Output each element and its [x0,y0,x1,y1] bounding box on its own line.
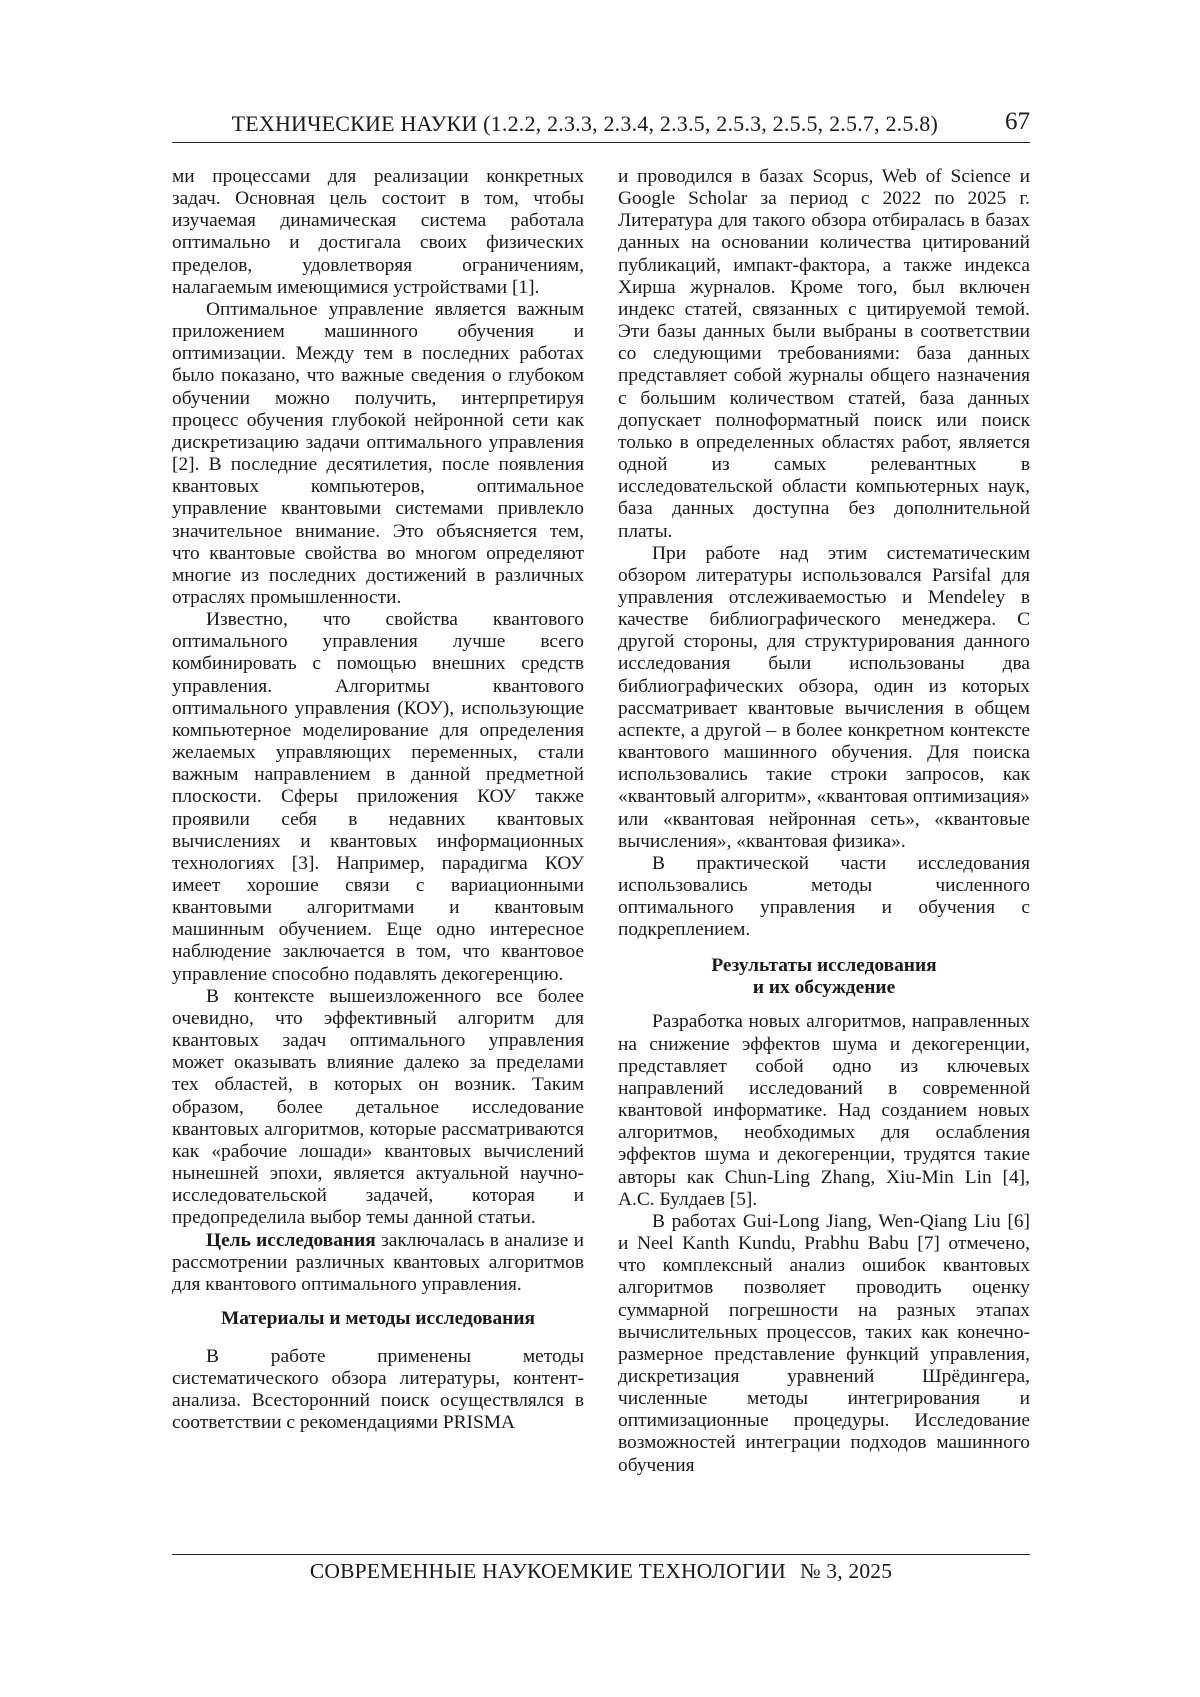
page-number: 67 [1005,108,1030,135]
paragraph: В работах Gui-Long Jiang, Wen-Qiang Liu [6] и Neel Kanth Kundu, Prabhu Babu [7] отмечено, что комплексный анализ ошибок квантовых алгоритмов позволяет проводить оценку суммарной погрешности на разных этапах вычислительных процессов, таких как конечно-размерное представление функций управления, дискретизация уравнений Шрёдингера, численные методы интегрирования и оптимизационные процедуры. Исследование возможностей интеграции подходов машинного обучения [618,1210,1030,1476]
paragraph: и проводился в базах Scopus, Web of Science и Google Scholar за период с 2022 по 2025 г. Литература для такого обзора отбиралась в базах данных на основании количества цитирований публикаций, импакт-фактора, а также индекса Хирша журналов. Кроме того, был включен индекс статей, связанных с цитируемой темой. Эти базы данных были выбраны в соответствии со следующими требованиями: база данных представляет собой журналы общего назначения с большим количеством статей, база данных допускает полноформатный поиск или поиск только в определенных областях работ, является одной из самых релевантных в исследовательской области компьютерных наук, база данных доступна без дополнительной платы. [618,166,1030,542]
section-title: ТЕХНИЧЕСКИЕ НАУКИ (1.2.2, 2.3.3, 2.3.4, 2.3.5, 2.5.3, 2.5.5, 2.5.7, 2.5.8) [231,111,938,136]
goal-paragraph [172,1230,584,1296]
goal-text: заключалась в анализе и рассмотрении различных квантовых алгоритмов для квантового оптимального управления. [172,1229,584,1295]
running-header [172,108,1030,143]
section-heading-materials: Материалы и методы исследования [221,1307,535,1329]
running-footer [172,1554,1030,1584]
section-heading-results: Результаты исследования и их обсуждение [711,955,937,999]
journal-name: СОВРЕМЕННЫЕ НАУКОЕМКИЕ ТЕХНОЛОГИИ [309,1559,786,1583]
paragraph: ми процессами для реализации конкретных задач. Основная цель состоит в том, чтобы изучаемая динамическая система работала оптимально и достигала своих физических пределов, удовлетворяя ограничениям, налагаемым имеющимися устройствами [1]. [172,166,584,298]
paragraph: В контексте вышеизложенного все более очевидно, что эффективный алгоритм для квантовых задач оптимального управления может оказывать влияние далеко за пределами тех областей, в которых он возник. Таким образом, более детальное исследование квантовых алгоритмов, которые рассматриваются как «рабочие лошади» квантовых вычислений нынешней эпохи, является актуальной научно-исследовательской задачей, которая и предопределила выбор темы данной статьи. [172,985,584,1229]
paragraph: В работе применены методы систематического обзора литературы, контент-анализа. Всесторонний поиск осуществлялся в соответствии с рекомендациями PRISMA [172,1345,584,1434]
paragraph: Известно, что свойства квантового оптимального управления лучше всего комбинировать с помощью внешних средств управления. Алгоритмы квантового оптимального управления (КОУ), использующие компьютерное моделирование для определения желаемых управляющих переменных, стали важным направлением в данной предметной плоскости. Сферы приложения КОУ также проявили себя в недавних квантовых вычислениях и квантовых информационных технологиях [3]. Например, парадигма КОУ имеет хорошие связи с вариационными квантовыми алгоритмами и квантовым машинным обучением. Еще одно интересное наблюдение заключается в том, что квантовое управление способно подавлять декогеренцию. [172,609,584,985]
paragraph: В практической части исследования использовались методы численного оптимального управления и обучения с подкреплением. [618,852,1030,941]
issue-number: № 3, 2025 [799,1559,893,1583]
left-column [172,166,584,1435]
right-column [618,166,1030,1477]
paragraph: При работе над этим систематическим обзором литературы использовался Parsifal для управления отслеживаемостью и Mendeley в качестве библиографического менеджера. С другой стороны, для структурирования данного исследования были использованы два библиографических обзора, один из которых рассматривает квантовые вычисления в общем аспекте, а другой – в более конкретном контексте квантового машинного обучения. Для поиска использовались такие строки запросов, как «квантовый алгоритм», «квантовая оптимизация» или «квантовая нейронная сеть», «квантовые вычисления», «квантовая физика». [618,542,1030,852]
paragraph: Оптимальное управление является важным приложением машинного обучения и оптимизации. Между тем в последних работах было показано, что важные сведения о глубоком обучении можно получить, интерпретируя процесс обучения глубокой нейронной сети как дискретизацию задачи оптимального управления [2]. В последние десятилетия, после появления квантовых компьютеров, оптимальное управление квантовыми системами привлекло значительное внимание. Это объясняется тем, что квантовые свойства во многом определяют многие из последних достижений в различных отраслях промышленности. [172,298,584,608]
paragraph: Разработка новых алгоритмов, направленных на снижение эффектов шума и декогеренции, представляет собой одно из ключевых направлений исследований в современной квантовой информатике. Над созданием новых алгоритмов, необходимых для ослабления эффектов шума и декогеренции, трудятся такие авторы как Chun-Ling Zhang, Xiu-Min Lin [4], А.С. Булдаев [5]. [618,1011,1030,1210]
goal-label: Цель исследования [206,1229,376,1251]
